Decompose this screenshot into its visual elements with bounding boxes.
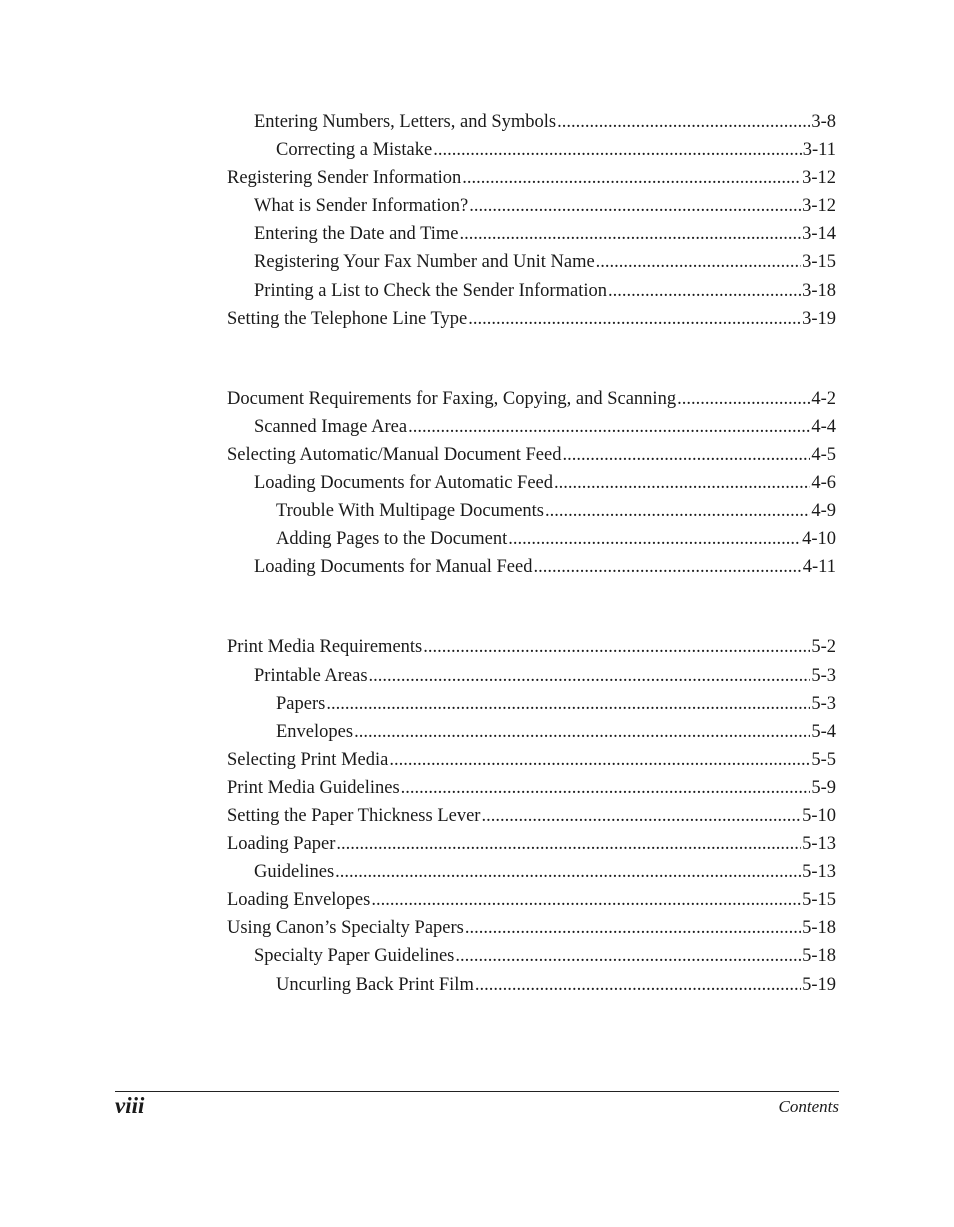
dot-leader [465,914,801,942]
dot-leader [389,746,810,774]
toc-entry-title: Uncurling Back Print Film [276,974,474,995]
dot-leader [408,413,810,441]
toc-entry[interactable] [227,441,836,469]
toc-entry-title: Envelopes [276,721,354,742]
toc-entry-page: 4-5 [811,444,836,465]
toc-entry-title: Correcting a Mistake [276,140,433,161]
toc-entry-title: Adding Pages to the Document [276,529,508,550]
toc-entry-page: 5-4 [811,721,836,742]
toc-entry[interactable] [227,497,836,525]
toc-entry-page: 4-6 [811,473,836,494]
dot-leader [371,886,801,914]
toc-entry[interactable] [227,774,836,802]
toc-entry-title: Printable Areas [254,665,368,686]
toc-entry-title: Specialty Paper Guidelines [254,946,455,967]
toc-entry[interactable] [227,277,836,305]
dot-leader [554,469,810,497]
toc-entry[interactable] [227,220,836,248]
toc-entry[interactable] [227,633,836,661]
table-of-contents [227,108,836,1051]
toc-entry-page: 4-11 [802,557,836,578]
toc-entry-title: Setting the Paper Thickness Lever [227,805,481,826]
toc-entry-title: Guidelines [254,862,335,883]
toc-entry[interactable] [227,385,836,413]
toc-entry-page: 5-18 [802,918,836,939]
toc-entry[interactable] [227,248,836,276]
toc-entry[interactable] [227,746,836,774]
toc-entry-title: Entering Numbers, Letters, and Symbols [254,112,557,132]
dot-leader [533,553,801,581]
toc-entry[interactable] [227,914,836,942]
toc-entry-page: 4-9 [811,501,836,522]
dot-leader [596,248,801,276]
toc-entry-page: 5-13 [802,862,836,883]
dot-leader [677,385,810,413]
dot-leader [469,192,801,220]
toc-entry-page: 3-19 [802,308,836,329]
dot-leader [562,441,810,469]
dot-leader [557,108,810,136]
toc-group [227,108,836,333]
toc-entry-title: Print Media Guidelines [227,777,400,798]
dot-leader [460,220,802,248]
footer-divider [115,1091,839,1092]
toc-entry-page: 5-5 [811,749,836,770]
toc-entry-page: 5-3 [811,693,836,714]
toc-entry-title: Printing a List to Check the Sender Information [254,280,607,301]
toc-entry-title: What is Sender Information? [254,196,469,217]
toc-entry-page: 5-15 [802,890,836,911]
toc-entry[interactable] [227,942,836,970]
toc-group [227,385,836,582]
toc-entry-page: 3-14 [802,224,836,245]
toc-entry-page: 3-8 [811,112,836,132]
dot-leader [369,662,811,690]
toc-entry-title: Entering the Date and Time [254,224,459,245]
toc-entry-title: Loading Documents for Manual Feed [254,557,533,578]
toc-entry-title: Print Media Requirements [227,637,423,658]
toc-entry[interactable] [227,305,836,333]
toc-entry-page: 4-2 [811,388,836,409]
dot-leader [423,633,810,661]
toc-entry[interactable] [227,192,836,220]
toc-entry[interactable] [227,553,836,581]
toc-entry-title: Loading Envelopes [227,890,371,911]
toc-entry-title: Setting the Telephone Line Type [227,308,468,329]
toc-entry-page: 4-10 [802,529,836,550]
dot-leader [335,858,801,886]
toc-entry[interactable] [227,690,836,718]
dot-leader [354,718,810,746]
toc-entry[interactable] [227,413,836,441]
toc-entry-page: 5-9 [811,777,836,798]
toc-entry-title: Trouble With Multipage Documents [276,501,545,522]
toc-entry-title: Loading Paper [227,834,336,855]
toc-entry-title: Loading Documents for Automatic Feed [254,473,554,494]
dot-leader [336,830,801,858]
toc-entry-page: 5-3 [811,665,836,686]
dot-leader [545,497,810,525]
dot-leader [326,690,810,718]
dot-leader [433,136,802,164]
toc-entry-title: Document Requirements for Faxing, Copying, and Scanning [227,388,677,409]
toc-entry[interactable] [227,802,836,830]
toc-entry-title: Scanned Image Area [254,416,408,437]
toc-entry[interactable] [227,136,836,164]
toc-entry-title: Using Canon’s Specialty Papers [227,918,464,939]
toc-entry[interactable] [227,858,836,886]
dot-leader [455,942,801,970]
toc-entry[interactable] [227,718,836,746]
dot-leader [508,525,801,553]
toc-group [227,633,836,998]
toc-entry-page: 5-19 [802,974,836,995]
toc-entry-page: 3-18 [802,280,836,301]
toc-entry[interactable] [227,525,836,553]
toc-entry-page: 5-10 [802,805,836,826]
toc-entry[interactable] [227,108,836,136]
dot-leader [475,971,801,999]
toc-entry-page: 3-11 [802,140,836,161]
toc-entry-title: Selecting Automatic/Manual Document Feed [227,444,562,465]
dot-leader [481,802,801,830]
toc-entry-page: 3-15 [802,252,836,273]
toc-entry-page: 5-13 [802,834,836,855]
dot-leader [608,277,801,305]
section-name: Contents [778,1097,839,1116]
toc-entry-title: Selecting Print Media [227,749,389,770]
toc-entry-page: 3-12 [802,168,836,189]
toc-entry-page: 3-12 [802,196,836,217]
toc-entry-title: Registering Your Fax Number and Unit Name [254,252,595,273]
toc-entry-page: 5-18 [802,946,836,967]
dot-leader [468,305,801,333]
toc-entry[interactable] [227,164,836,192]
dot-leader [462,164,801,192]
toc-entry-title: Papers [276,693,326,714]
toc-entry[interactable] [227,830,836,858]
toc-entry-page: 5-2 [811,637,836,658]
toc-entry[interactable] [227,469,836,497]
toc-entry[interactable] [227,971,836,999]
page-number: viii [115,1093,145,1118]
toc-entry[interactable] [227,662,836,690]
toc-entry-page: 4-4 [811,416,836,437]
dot-leader [401,774,811,802]
toc-entry[interactable] [227,886,836,914]
toc-entry-title: Registering Sender Information [227,168,462,189]
